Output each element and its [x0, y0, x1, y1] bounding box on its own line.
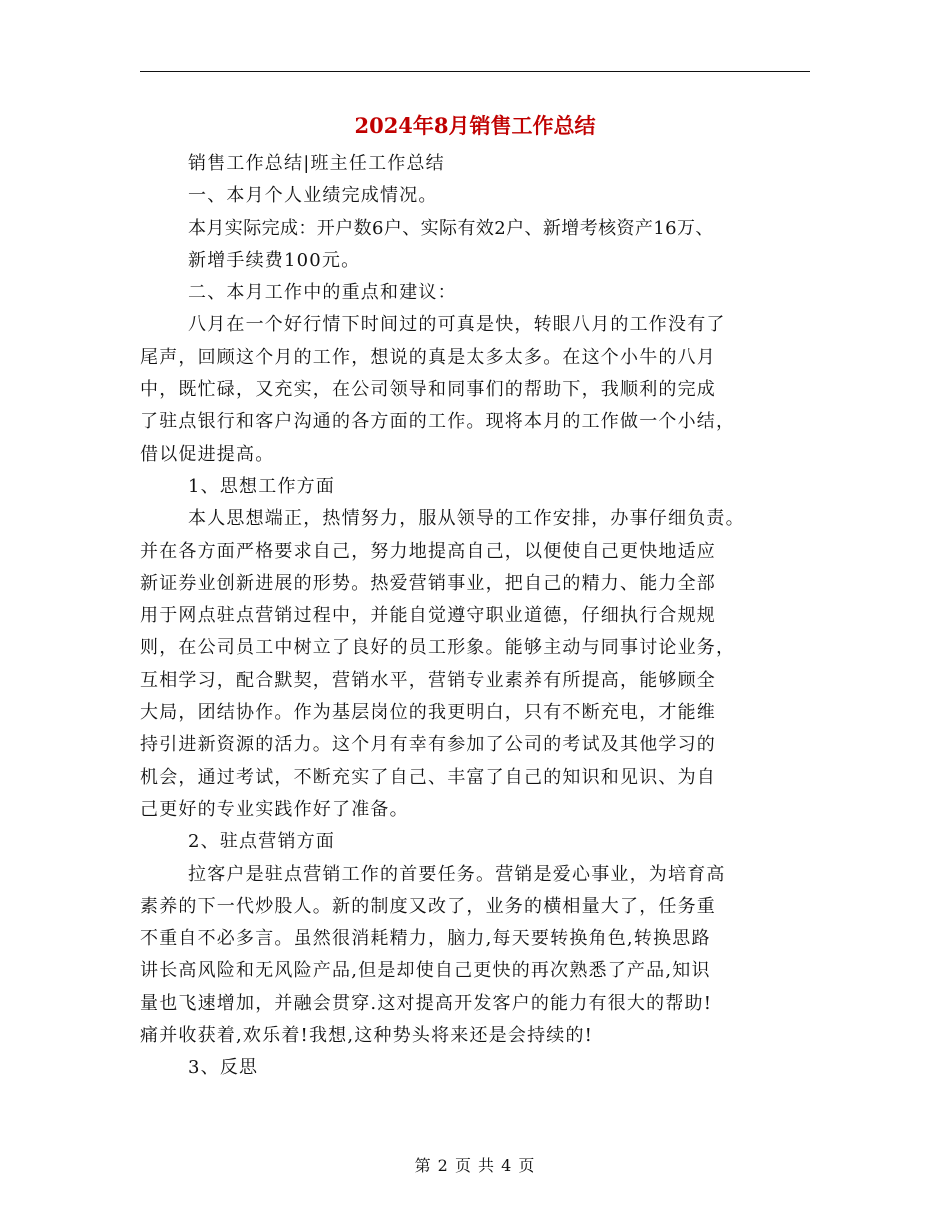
document-body — [140, 148, 820, 1085]
body-line: 2、驻点营销方面 — [188, 831, 336, 853]
body-line: 本月实际完成：开户数6户、实际有效2户、新增考核资产16万、 — [188, 217, 714, 239]
body-line: 互相学习，配合默契，营销水平，营销专业素养有所提高，能够顾全 — [140, 669, 716, 691]
body-line: 痛并收获着,欢乐着!我想,这种势头将来还是会持续的! — [140, 1025, 594, 1047]
body-line: 用于网点驻点营销过程中，并能自觉遵守职业道德，仔细执行合规规 — [140, 605, 716, 627]
body-line: 讲长高风险和无风险产品,但是却使自己更快的再次熟悉了产品,知识 — [140, 960, 711, 982]
body-line: 二、本月工作中的重点和建议： — [188, 282, 457, 304]
body-line: 借以促进提高。 — [140, 443, 275, 465]
body-line: 不重自不必多言。虽然很消耗精力，脑力,每天要转换角色,转换思路 — [140, 928, 711, 950]
header-rule — [140, 71, 810, 72]
body-line: 中，既忙碌，又充实，在公司领导和同事们的帮助下，我顺利的完成 — [140, 379, 716, 401]
body-line: 机会，通过考试，不断充实了自己、丰富了自己的知识和见识、为自 — [140, 766, 716, 788]
body-line: 了驻点银行和客户沟通的各方面的工作。现将本月的工作做一个小结， — [140, 411, 736, 433]
body-line: 并在各方面严格要求自己，努力地提高自己，以便使自己更快地适应 — [140, 540, 716, 562]
body-line: 素养的下一代炒股人。新的制度又改了，业务的横相量大了，任务重 — [140, 895, 716, 917]
document-title: 2024年8月销售工作总结 — [354, 113, 596, 138]
body-line: 八月在一个好行情下时间过的可真是快，转眼八月的工作没有了 — [188, 314, 726, 336]
body-line: 持引进新资源的活力。这个月有幸有参加了公司的考试及其他学习的 — [140, 734, 716, 756]
body-line: 大局，团结协作。作为基层岗位的我更明白，只有不断充电，才能维 — [140, 702, 716, 724]
body-line: 销售工作总结|班主任工作总结 — [188, 153, 445, 174]
body-line: 拉客户是驻点营销工作的首要任务。营销是爱心事业，为培育高 — [188, 863, 726, 885]
body-line: 1、思想工作方面 — [188, 475, 336, 497]
page-footer: 第 2 页 共 4 页 — [414, 1156, 536, 1175]
body-line: 一、本月个人业绩完成情况。 — [188, 185, 438, 207]
body-line: 新证券业创新进展的形势。热爱营销事业，把自己的精力、能力全部 — [140, 572, 716, 594]
body-line: 量也飞速增加，并融会贯穿.这对提高开发客户的能力有很大的帮助! — [140, 992, 713, 1014]
body-line: 3、反思 — [188, 1057, 259, 1079]
body-line: 己更好的专业实践作好了准备。 — [140, 798, 409, 820]
body-line: 新增手续费100元。 — [188, 249, 361, 271]
body-line: 尾声，回顾这个月的工作，想说的真是太多太多。在这个小牛的八月 — [140, 346, 716, 368]
body-line: 则，在公司员工中树立了良好的员工形象。能够主动与同事讨论业务， — [140, 637, 736, 659]
body-line: 本人思想端正，热情努力，服从领导的工作安排，办事仔细负责。 — [188, 508, 745, 530]
